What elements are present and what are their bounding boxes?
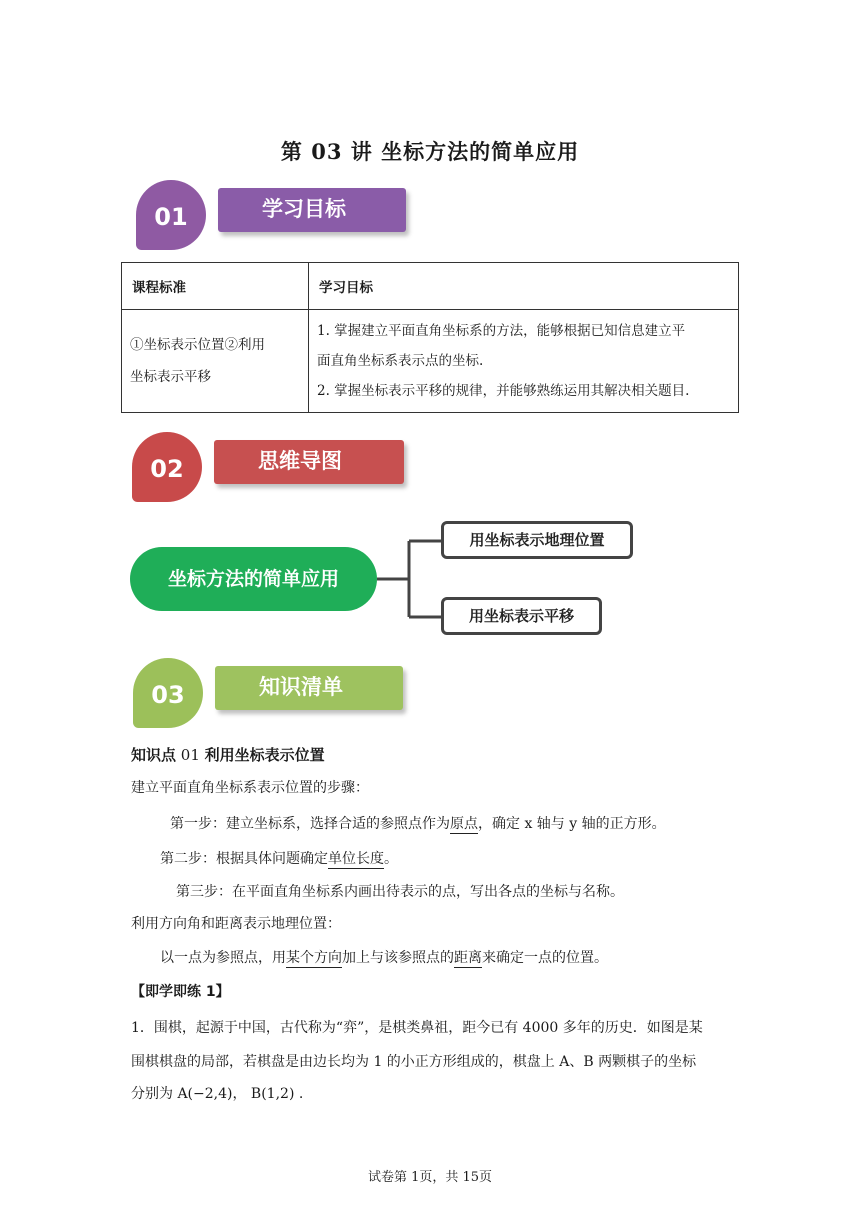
blank-unit-length: 单位长度 — [328, 851, 384, 867]
blank-direction: 某个方向 — [286, 950, 342, 966]
table-header-goals: 学习目标 — [309, 263, 739, 310]
step-2 — [160, 849, 398, 869]
section-number: 02 — [150, 455, 184, 483]
step-1-text-end: ，确定 x 轴与 y 轴的正方形。 — [478, 816, 666, 832]
goal-line: 2. 掌握坐标表示平移的规律，并能够熟练运用其解决相关题目. — [317, 383, 690, 399]
heading-rest: 利用坐标表示位置 — [204, 746, 325, 764]
question-1-line: 1．围棋，起源于中国，古代称为“弈”，是棋类鼻祖，距今已有 4000 多年的历史．如图是某 — [131, 1020, 703, 1036]
mindmap-node-translation: 用坐标表示平移 — [441, 597, 602, 635]
direction-text-c: 来确定一点的位置。 — [482, 950, 608, 966]
knowledge-heading — [131, 745, 325, 765]
direction-text-a: 以一点为参照点，用 — [160, 950, 286, 966]
goal-line: 1. 掌握建立平面直角坐标系的方法，能够根据已知信息建立平 — [317, 323, 686, 339]
step-1 — [170, 814, 666, 834]
table-header-standard: 课程标准 — [122, 263, 309, 310]
blank-distance: 距离 — [454, 950, 482, 966]
question-1-line: 分别为 A(−2,4)， B(1,2) . — [131, 1086, 304, 1102]
heading-bold: 知识点 — [131, 746, 177, 764]
step-3: 第三步：在平面直角坐标系内画出待表示的点，写出各点的坐标与名称。 — [176, 884, 624, 900]
step-2-text: 第二步：根据具体问题确定 — [160, 851, 328, 867]
question-1-line: 围棋棋盘的局部，若棋盘是由边长均为 1 的小正方形组成的，棋盘上 A、B 两颗棋子的坐标 — [131, 1054, 697, 1070]
page-footer: 试卷第 1页，共 15页 — [367, 1170, 493, 1185]
mindmap-node-geo: 用坐标表示地理位置 — [441, 521, 633, 559]
step-1-text: 第一步：建立坐标系，选择合适的参照点作为 — [170, 816, 450, 832]
section-number: 03 — [151, 681, 185, 709]
section-label: 知识清单 — [215, 666, 403, 710]
blank-origin: 原点 — [450, 816, 478, 832]
page-title: 第 03 讲 坐标方法的简单应用 — [280, 139, 580, 164]
standard-line: ①坐标表示位置②利用 — [130, 337, 265, 353]
step-2-text-end: 。 — [384, 851, 398, 867]
mindmap-root: 坐标方法的简单应用 — [130, 547, 377, 611]
section-label: 学习目标 — [218, 188, 406, 232]
heading-number: 01 — [180, 746, 200, 764]
direction-text-b: 加上与该参照点的 — [342, 950, 454, 966]
direction-text — [160, 948, 608, 968]
standard-line: 坐标表示平移 — [130, 369, 211, 385]
practice-label: 【即学即练 1】 — [131, 984, 230, 1000]
section-label: 思维导图 — [214, 440, 404, 484]
goal-line: 面直角坐标系表示点的坐标. — [317, 353, 484, 369]
direction-intro: 利用方向角和距离表示地理位置： — [131, 916, 341, 932]
section-number: 01 — [154, 203, 188, 231]
intro-text: 建立平面直角坐标系表示位置的步骤： — [131, 780, 369, 796]
section-03-badge — [133, 658, 433, 738]
